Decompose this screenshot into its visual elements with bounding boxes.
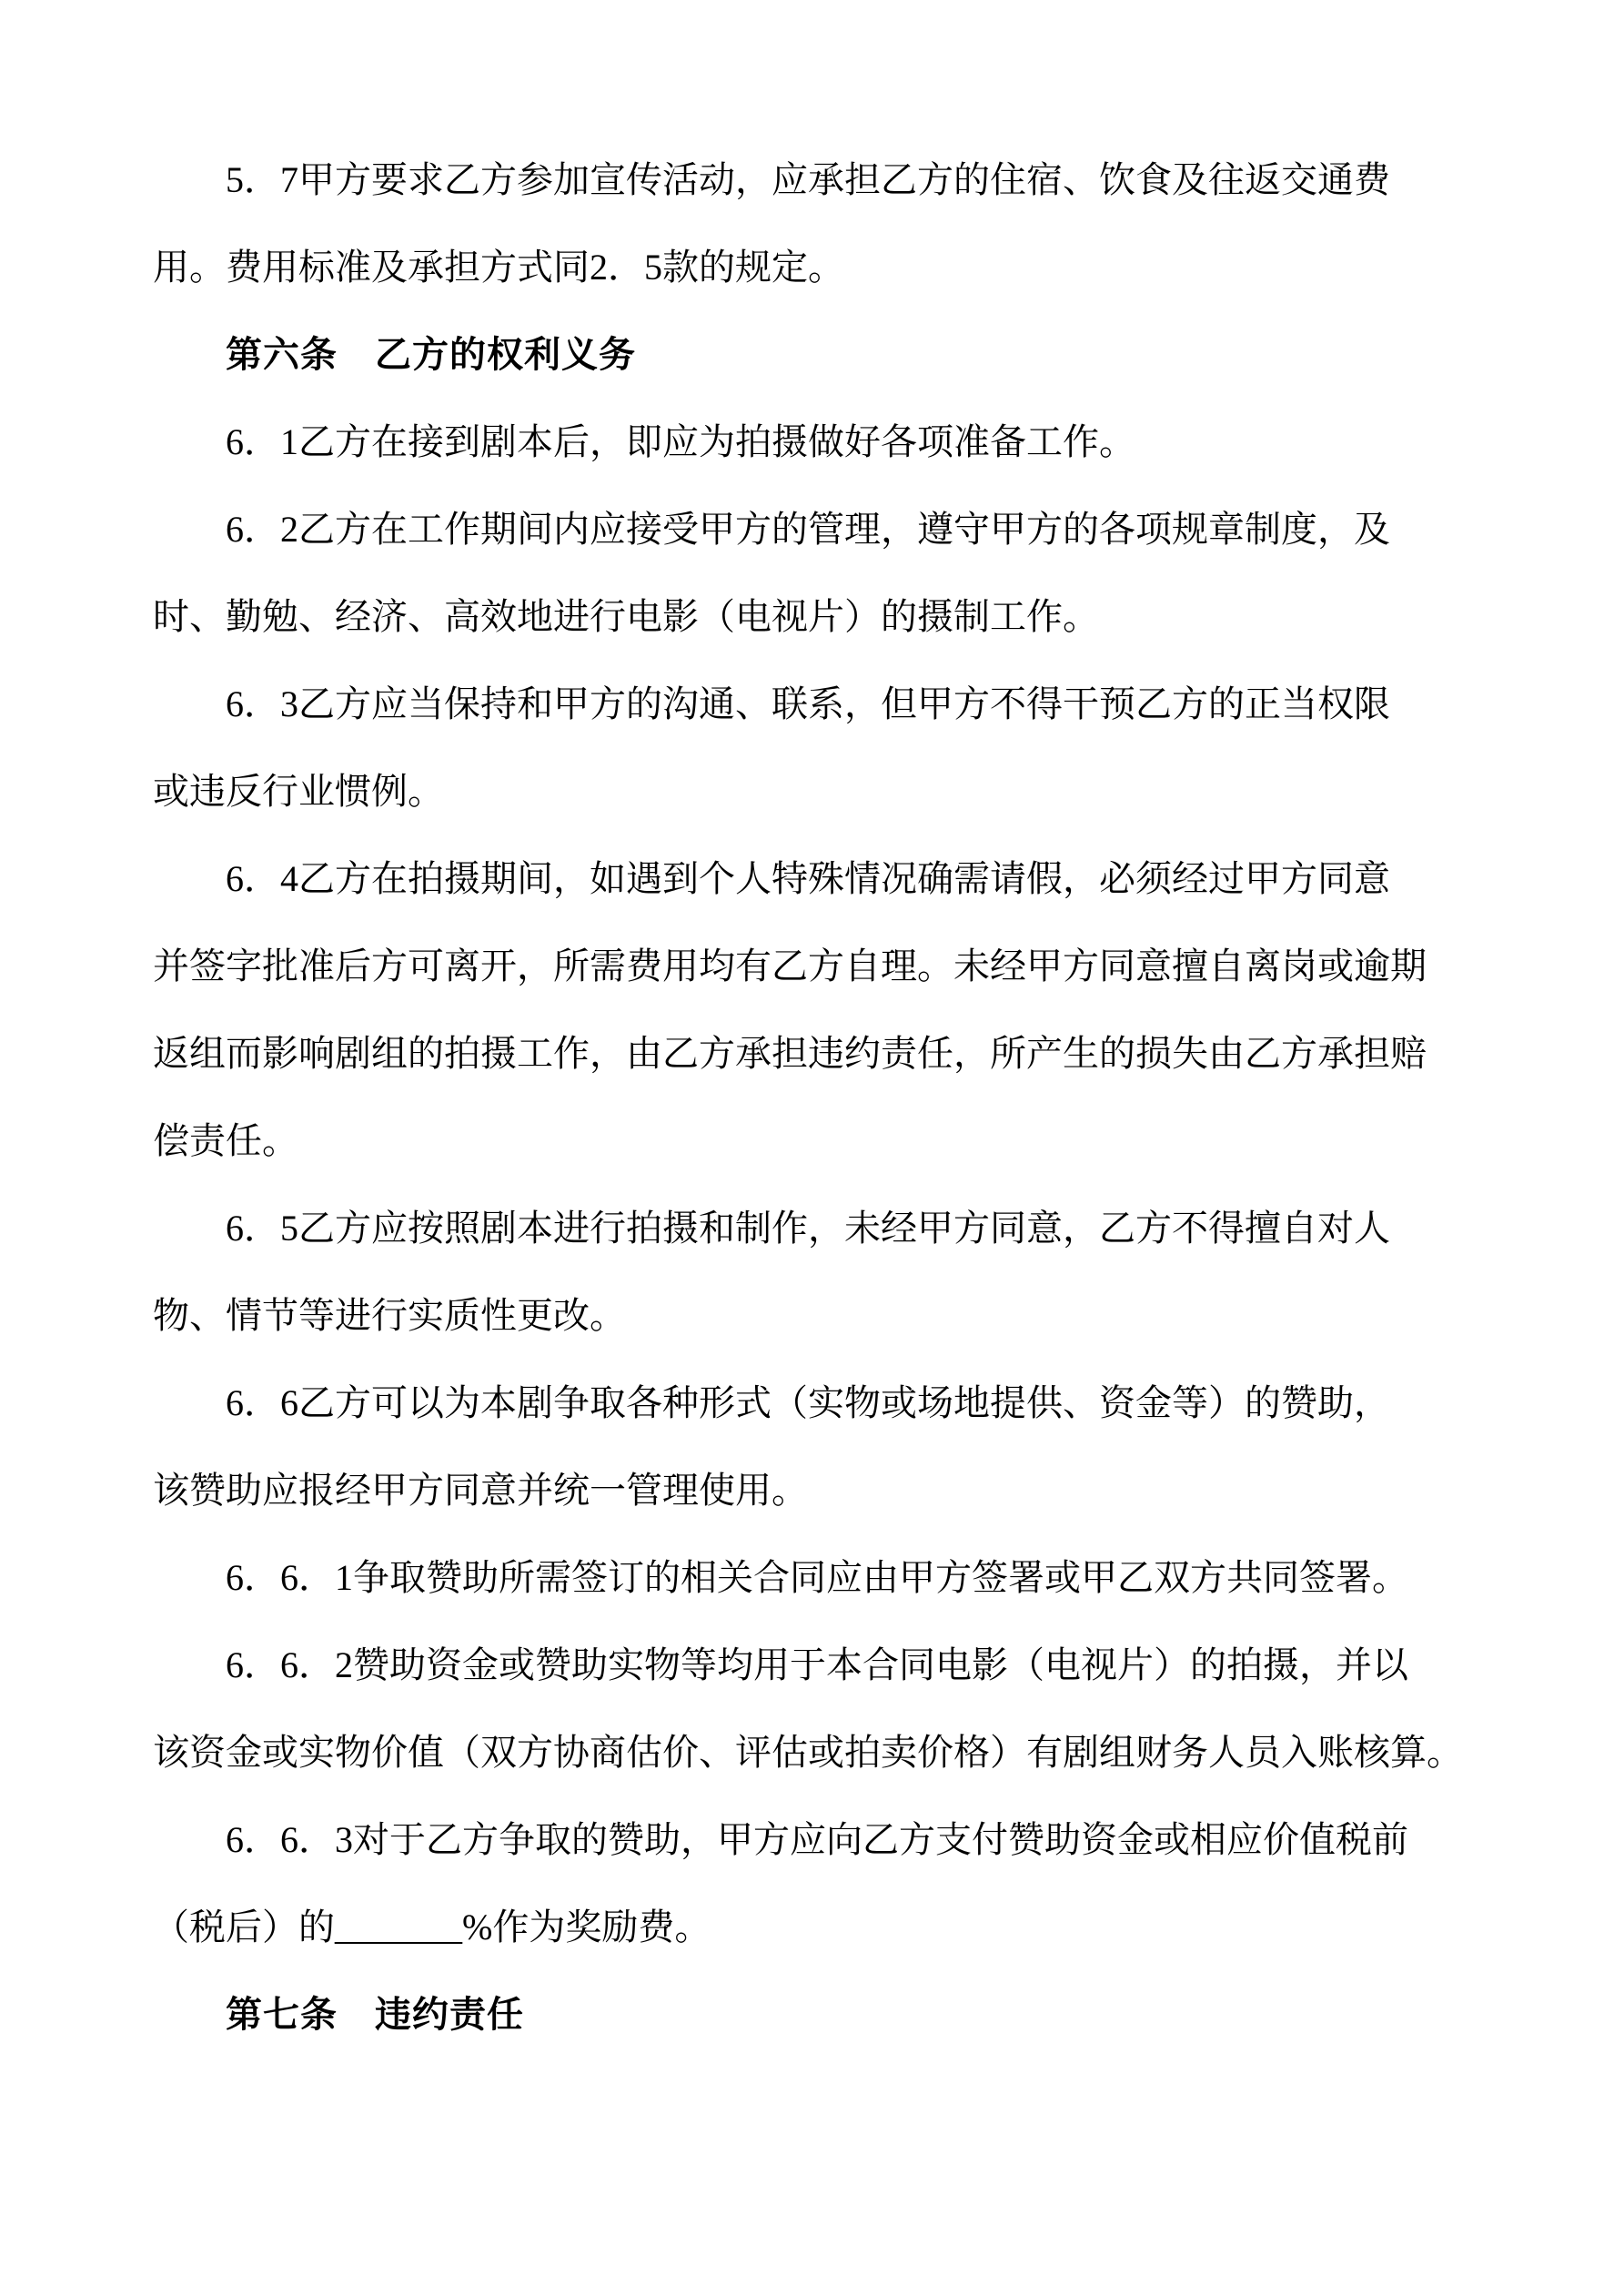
text-line: 偿责任。 bbox=[153, 1120, 298, 1161]
text-line: 6．4乙方在拍摄期间，如遇到个人特殊情况确需请假，必须经过甲方同意 bbox=[226, 858, 1390, 899]
heading-line: 第六条 乙方的权利义务 bbox=[226, 334, 636, 375]
article-7-heading bbox=[153, 1971, 1483, 2058]
text-line: 用。费用标准及承担方式同2．5款的规定。 bbox=[153, 247, 844, 288]
text-line: （税后）的_______%作为奖励费。 bbox=[153, 1907, 711, 1947]
text-line: 返组而影响剧组的拍摄工作，由乙方承担违约责任，所产生的损失由乙方承担赔 bbox=[153, 1033, 1427, 1074]
clause-6-1-paragraph bbox=[153, 399, 1483, 486]
clause-6-5-paragraph bbox=[153, 1185, 1483, 1360]
clause-6-6-paragraph bbox=[153, 1360, 1483, 1534]
clause-6-6-1-paragraph bbox=[153, 1534, 1483, 1622]
clause-6-6-3-paragraph bbox=[153, 1796, 1483, 1971]
clause-5-7-paragraph bbox=[153, 137, 1483, 311]
text-line: 6．2乙方在工作期间内应接受甲方的管理，遵守甲方的各项规章制度，及 bbox=[226, 509, 1390, 550]
text-line: 6．5乙方应按照剧本进行拍摄和制作，未经甲方同意，乙方不得擅自对人 bbox=[226, 1208, 1390, 1249]
clause-6-4-paragraph bbox=[153, 835, 1483, 1185]
text-line: 并签字批准后方可离开，所需费用均有乙方自理。未经甲方同意擅自离岗或逾期 bbox=[153, 946, 1427, 986]
heading-line: 第七条 违约责任 bbox=[226, 1994, 524, 2035]
article-6-heading bbox=[153, 311, 1483, 399]
text-line: 6．6．3对于乙方争取的赞助，甲方应向乙方支付赞助资金或相应价值税前 bbox=[226, 1819, 1408, 1860]
clause-6-2-paragraph bbox=[153, 486, 1483, 661]
text-line: 该资金或实物价值（双方协商估价、评估或拍卖价格）有剧组财务人员入账核算。 bbox=[153, 1732, 1463, 1773]
text-line: 6．6．1争取赞助所需签订的相关合同应由甲方签署或甲乙双方共同签署。 bbox=[226, 1557, 1408, 1598]
text-line: 6．1乙方在接到剧本后，即应为拍摄做好各项准备工作。 bbox=[226, 421, 1135, 462]
text-line: 6．3乙方应当保持和甲方的沟通、联系，但甲方不得干预乙方的正当权限 bbox=[226, 683, 1390, 724]
text-line: 6．6乙方可以为本剧争取各种形式（实物或场地提供、资金等）的赞助， bbox=[226, 1382, 1390, 1423]
text-line: 该赞助应报经甲方同意并统一管理使用。 bbox=[153, 1470, 808, 1511]
text-line: 5．7甲方要求乙方参加宣传活动，应承担乙方的住宿、饮食及往返交通费 bbox=[226, 159, 1390, 200]
clause-6-3-paragraph bbox=[153, 661, 1483, 835]
text-line: 6．6．2赞助资金或赞助实物等均用于本合同电影（电视片）的拍摄，并以 bbox=[226, 1644, 1408, 1685]
clause-6-6-2-paragraph bbox=[153, 1622, 1483, 1796]
text-line: 物、情节等进行实质性更改。 bbox=[153, 1295, 626, 1336]
text-line: 时、勤勉、经济、高效地进行电影（电视片）的摄制工作。 bbox=[153, 596, 1099, 637]
text-line: 或违反行业惯例。 bbox=[153, 771, 444, 812]
